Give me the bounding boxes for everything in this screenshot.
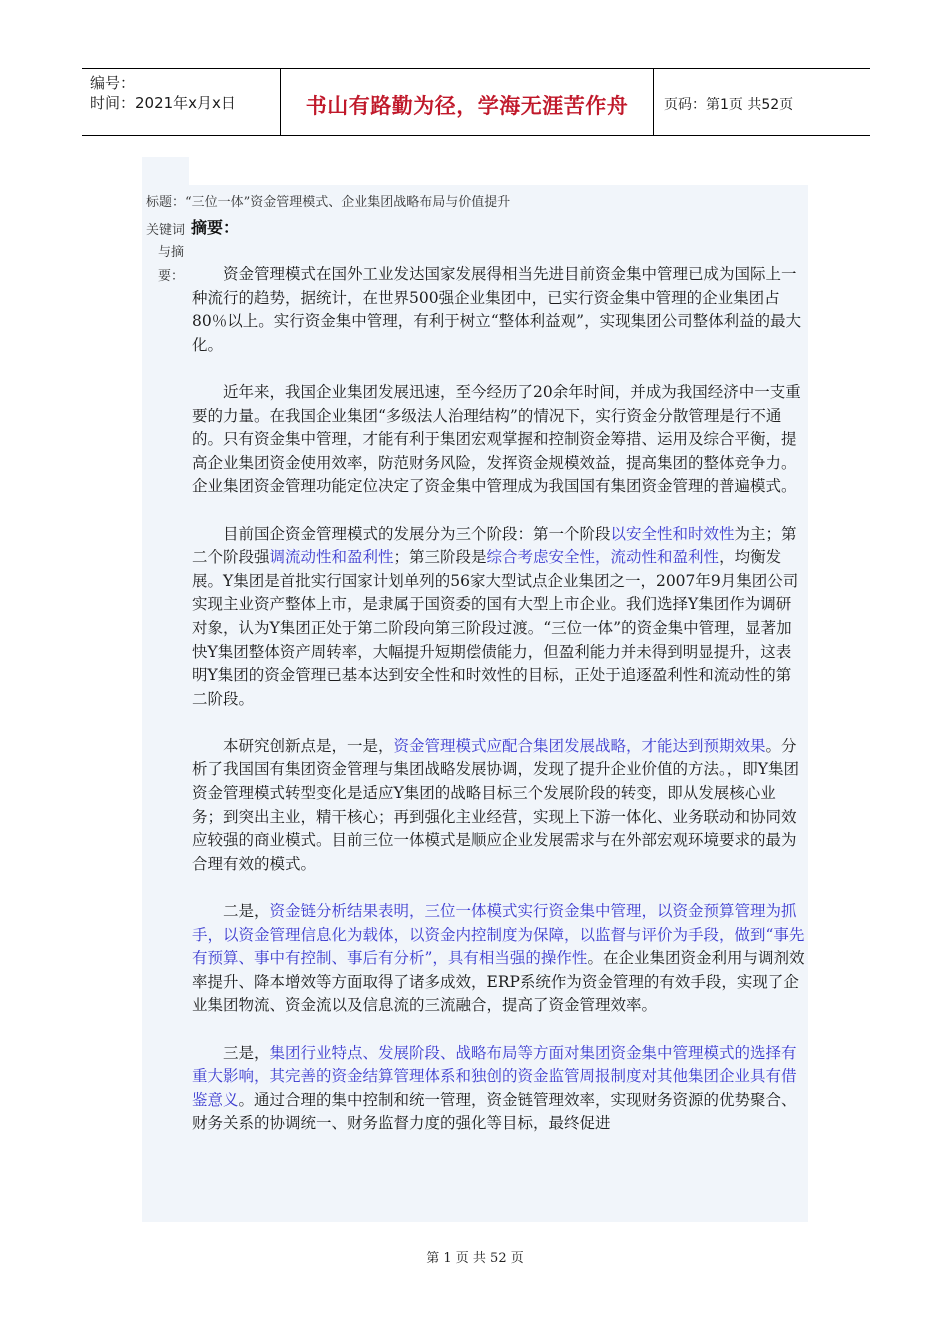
header-motto: 书山有路勤为径，学海无涯苦作舟: [281, 69, 654, 135]
paragraph-text: 二是，: [223, 902, 270, 921]
abstract-paragraph: [192, 523, 806, 712]
highlighted-text: 资金链分析结果表明，三位一体模式实行资金集中管理，以资金预算管理为抓手，以资金管理信息化为载体，以资金内控制度为保障，以监督与评价为手段，做到“事先有预算、事中有控制、事后有分析”，具有相当强的操作性: [192, 902, 805, 968]
document-time-label: 时间：2021年x月x日: [90, 94, 236, 112]
highlighted-text: 集团行业特点、发展阶段、战略布局等方面对集团资金集中管理模式的选择有重大影响，其完善的资金结算管理体系和独创的资金监管周报制度对其他集团企业具有借鉴意义: [192, 1043, 797, 1109]
abstract-body: [192, 263, 806, 1160]
paragraph-text: 。通过合理的集中控制和统一管理，资金链管理效率，实现财务资源的优势聚合、财务关系的协调统一、财务监督力度的强化等目标，最终促进: [192, 1090, 797, 1133]
keywords-label: 关键词: [146, 223, 186, 238]
paragraph-text: 。分析了我国国有集团资金管理与集团战略发展协调，发现了提升企业价值的方法。，即Y集团资金管理模式转型变化是适应Y集团的战略目标三个发展阶段的转变，即从发展核心业务；到突出主业，精干核心；再到强化主业经营，实现上下游一体化、业务联动和协同效应较强的商业模式。目前三位一体模式是顺应企业发展需求与在外部宏观环境要求的最为合理有效的模式。: [192, 736, 799, 873]
highlighted-text: 综合考虑安全性，流动性和盈利性: [486, 548, 720, 567]
header-left-cell: [82, 69, 281, 135]
paragraph-text: 。在企业集团资金利用与调剂效率提升、降本增效等方面取得了诸多成效，ERP系统作为资金管理的有效手段，实现了企业集团物流、资金流以及信息流的三流融合，提高了资金管理效率。: [192, 949, 805, 1015]
paragraph-text: ，均衡发展。Y集团是首批实行国家计划单列的56家大型试点企业集团之一，2007年9月集团公司实现主业资产整体上市，是隶属于国资委的国有大型上市企业。我们选择Y集团作为调研对象，认为Y集团正处于第二阶段向第三阶段过渡。“三位一体”的资金集中管理，显著加快Y集团整体资产周转率，大幅提升短期偿债能力，但盈利能力并未得到明显提升，这表明Y集团的资金管理已基本达到安全性和时效性的目标，正处于追逐盈利性和流动性的第二阶段。: [192, 548, 799, 708]
abstract-heading: 摘要：: [191, 218, 240, 237]
highlighted-text: 调流动性和盈利性: [269, 548, 394, 567]
article-title-line: 标题：“三位一体”资金管理模式、企业集团战略布局与价值提升: [146, 195, 511, 210]
paragraph-text: ；第三阶段是: [393, 548, 487, 567]
highlighted-text: 以安全性和时效性: [610, 524, 735, 543]
document-number-label: 编号：: [90, 74, 136, 92]
side-label: 与摘要：: [158, 245, 185, 284]
paragraph-text: 目前国企资金管理模式的发展分为三个阶段：第一个阶段: [223, 524, 611, 543]
header-page-info: 页码：第1页 共52页: [664, 97, 794, 113]
abstract-paragraph: [192, 263, 806, 357]
highlighted-text: 资金管理模式应配合集团发展战略，才能达到预期效果: [393, 736, 766, 755]
page-footer: 第 1 页 共 52 页: [426, 1251, 524, 1266]
paragraph-text: 三是，: [223, 1043, 270, 1062]
abstract-paragraph: [192, 381, 806, 499]
paragraph-text: 近年来，我国企业集团发展迅速，至今经历了20余年时间，并成为我国经济中一支重要的力量。在我国企业集团“多级法人治理结构”的情况下，实行资金分散管理是行不通的。只有资金集中管理，才能有利于集团宏观掌握和控制资金筹措、运用及综合平衡，提高企业集团资金使用效率，防范财务风险，发挥资金规模效益，提高集团的整体竞争力。企业集团资金管理功能定位决定了资金集中管理成为我国国有集团资金管理的普遍模式。: [192, 382, 801, 496]
abstract-paragraph: [192, 735, 806, 877]
abstract-paragraph: [192, 900, 806, 1018]
paragraph-text: 本研究创新点是，一是，: [223, 736, 394, 755]
abstract-paragraph: [192, 1042, 806, 1136]
shaded-panel-top: [142, 157, 189, 187]
paragraph-text: 为主；第二个阶段强: [192, 524, 797, 567]
paragraph-text: 资金管理模式在国外工业发达国家发展得相当先进目前资金集中管理已成为国际上一种流行的趋势，据统计，在世界500强企业集团中，已实行资金集中管理的企业集团占80％以上。实行资金集中管理，有利于树立“整体利益观”，实现集团公司整体利益的最大化。: [192, 265, 802, 354]
page-header-table: [82, 68, 870, 136]
